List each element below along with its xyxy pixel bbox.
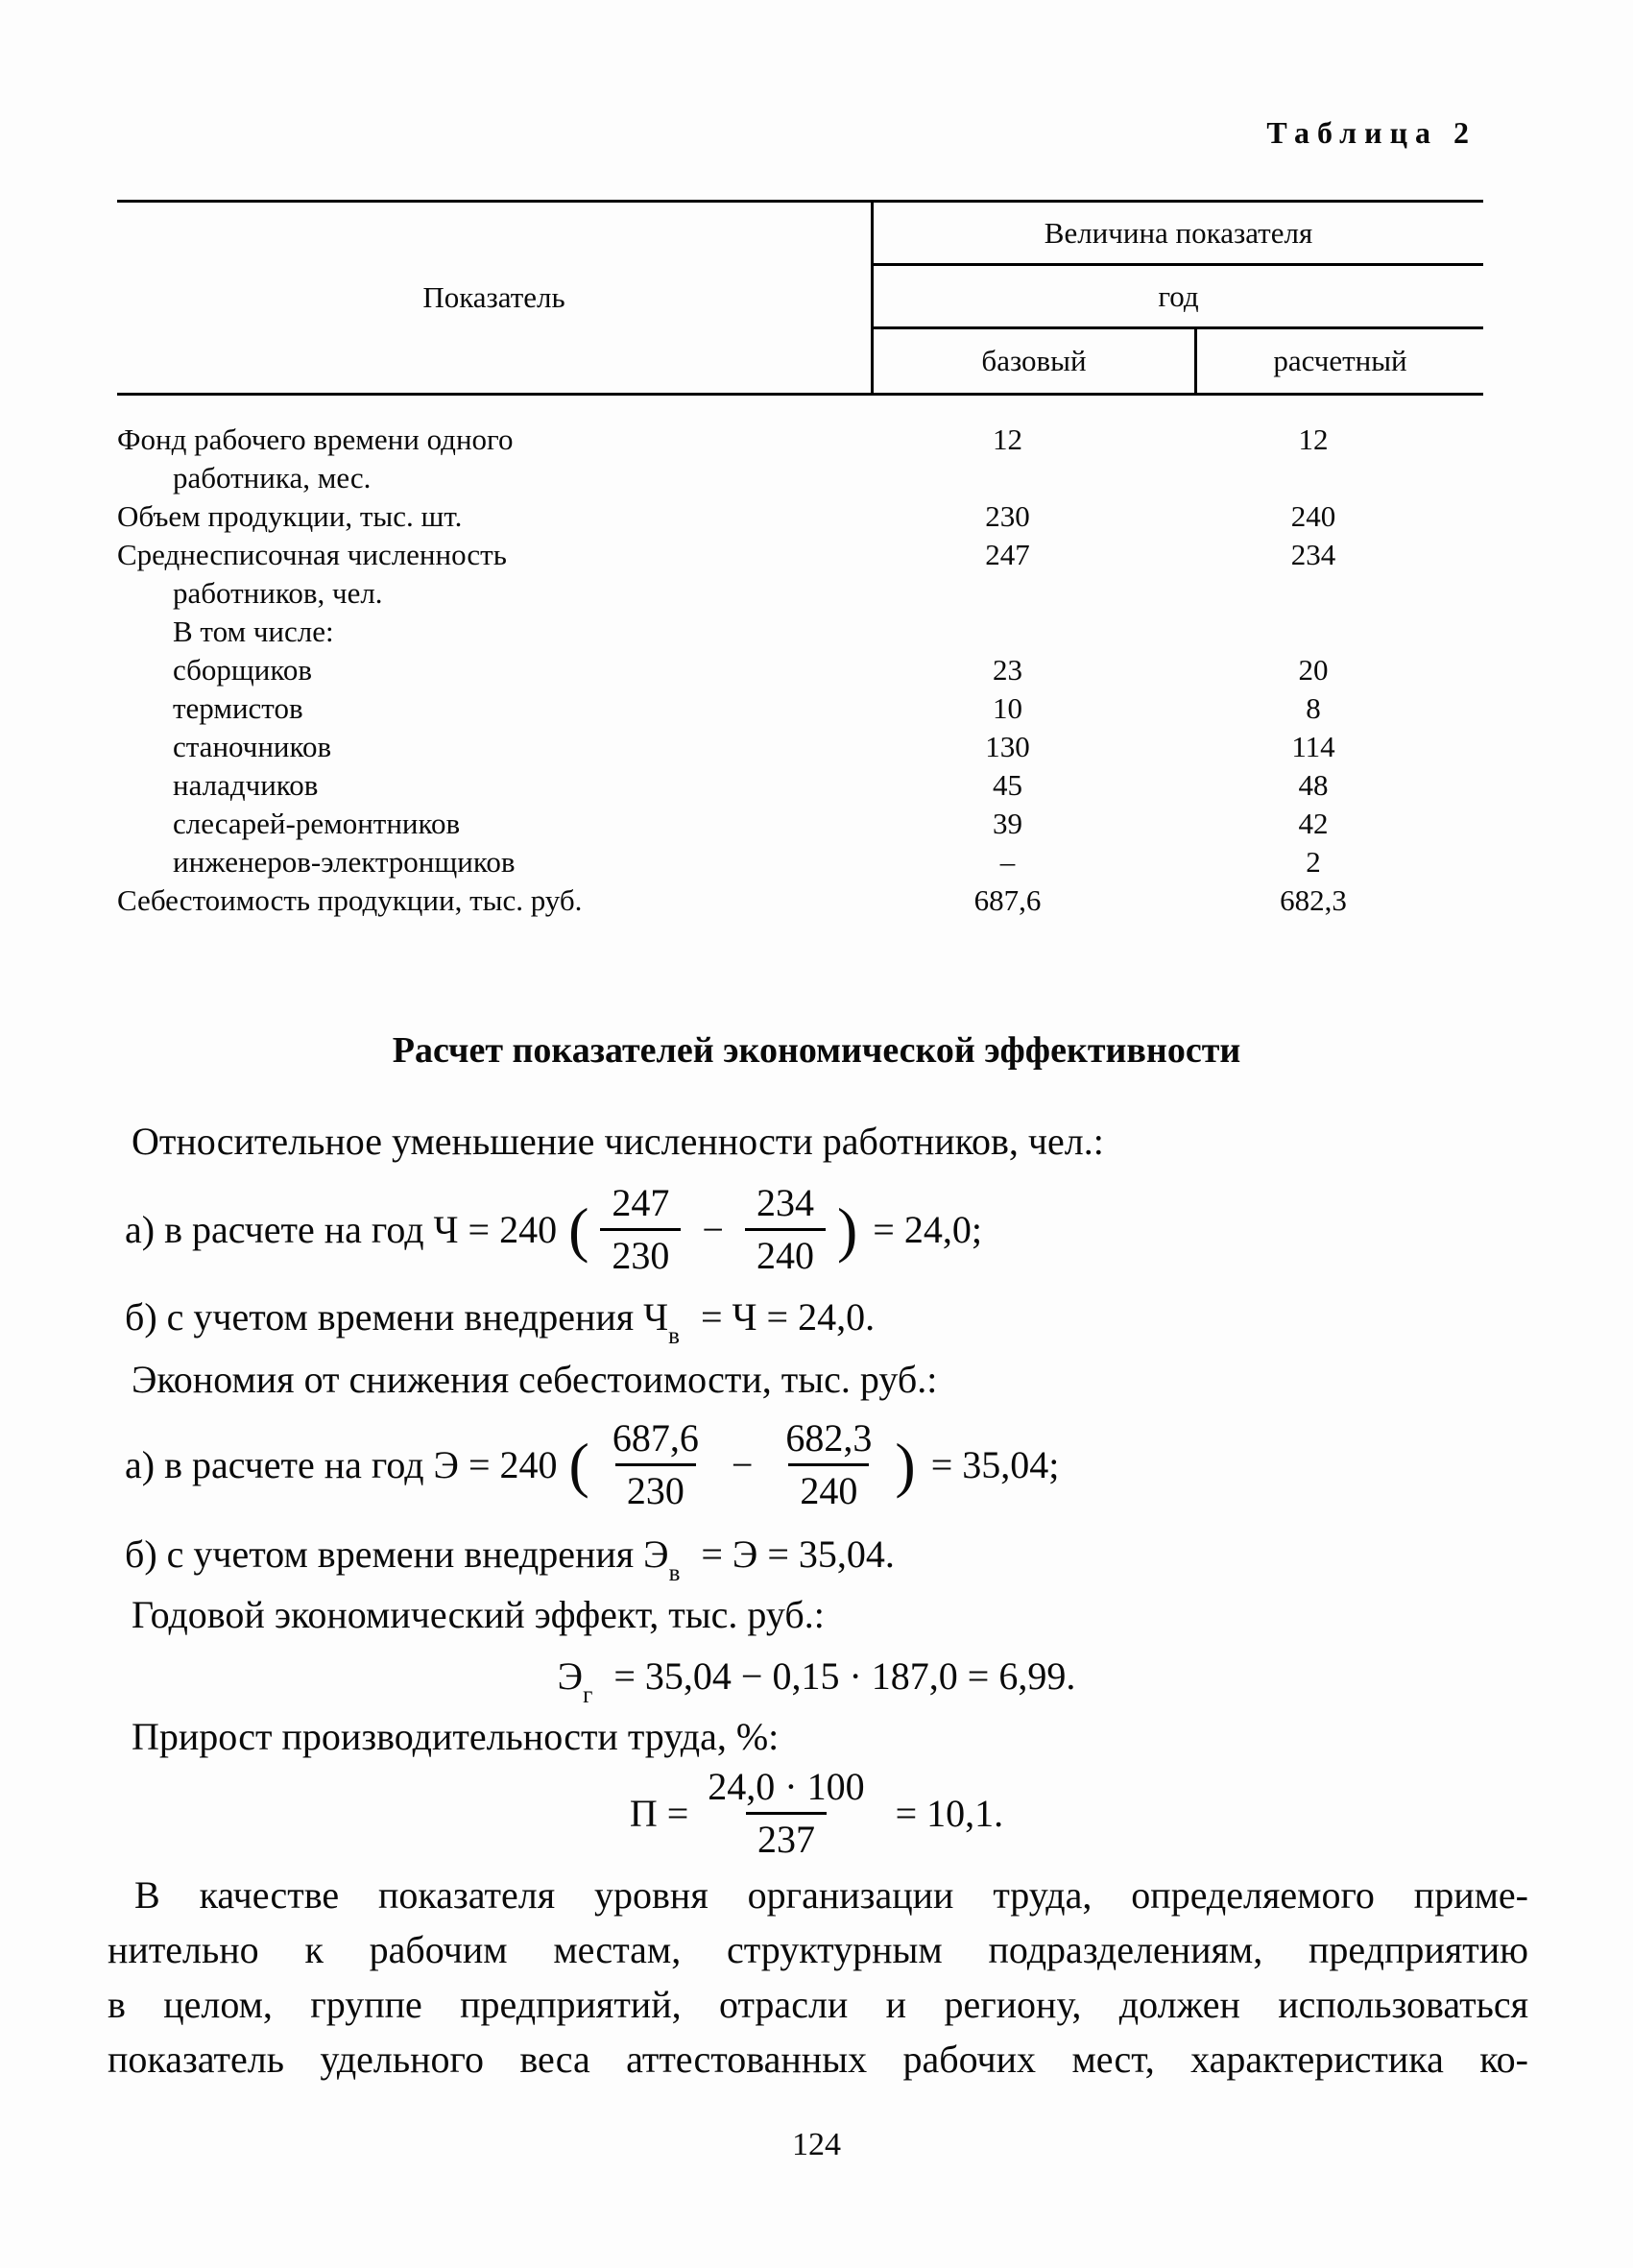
calc-value: 42 [1298,807,1329,840]
productivity-formula [0,1765,1633,1862]
table-row [117,689,1483,728]
row-label: Себестоимость продукции, тыс. руб. [117,883,583,917]
row-label: Фонд рабочего времени одного [117,422,514,456]
calc-value: 2 [1306,845,1321,879]
table-row [117,574,1483,613]
fraction-numerator: 24,0 · 100 [708,1765,865,1808]
fraction [600,1181,681,1278]
productivity-intro: Прирост производительности труда, %: [132,1715,780,1758]
base-value: 10 [993,691,1022,725]
row-label: работников, чел. [173,576,383,610]
table-row [117,881,1483,920]
formula-symbol: Э [557,1654,584,1698]
calc2-intro: Экономия от снижения себестоимости, тыс. руб.: [132,1358,938,1401]
header-cell-calc-year: расчетный [1273,344,1407,377]
fraction [745,1181,826,1278]
formula-text: б) с учетом времени внедрения Ч [125,1295,669,1339]
formula-result: = 35,04 − 0,15 · 187,0 = 6,99. [613,1654,1076,1698]
fraction [696,1765,876,1862]
calc1-formula-a [125,1181,982,1278]
indicators-table [117,200,1483,920]
formula-result: = 35,04; [930,1443,1060,1486]
fraction-numerator: 234 [756,1181,814,1224]
calc-value: 114 [1291,730,1335,763]
row-label: В том числе: [173,615,334,648]
calc2-formula-b [125,1532,895,1586]
formula-result: = 24,0; [873,1208,982,1251]
row-label: наладчиков [173,768,319,802]
section-heading: Расчет показателей экономической эффективности [392,1030,1241,1071]
base-value: 130 [985,730,1030,763]
row-label: Объем продукции, тыс. шт. [117,499,463,533]
formula-prefix: П = [629,1792,689,1835]
formula-result: = Э = 35,04. [701,1532,895,1576]
formula-text: б) с учетом времени внедрения Э [125,1532,669,1576]
fraction-numerator: 247 [612,1181,670,1224]
base-value: 230 [985,499,1030,533]
table-row [117,459,1483,497]
calc-value: 12 [1298,422,1329,456]
base-value: 39 [993,807,1022,840]
table-row [117,613,1483,651]
fraction [601,1416,710,1513]
paragraph-line: В качестве показателя уровня организации труда, определяемого приме- [134,1873,1528,1917]
body-paragraph [108,1868,1528,2087]
calc-value: 234 [1290,538,1336,571]
close-paren: ) [895,1430,916,1499]
table-row [117,728,1483,766]
row-label: термистов [173,691,303,725]
calc-value: 8 [1306,691,1321,725]
table-row [117,421,1483,459]
header-cell-year: год [874,266,1483,329]
formula-prefix: а) в расчете на год Э = 240 [125,1443,558,1486]
fraction-denominator: 237 [746,1812,827,1862]
table-row [117,536,1483,574]
row-label: сборщиков [173,653,312,687]
row-label: инженеров-электронщиков [173,845,516,879]
base-value: 23 [993,653,1022,687]
fraction-denominator: 230 [615,1463,696,1513]
fraction-numerator: 682,3 [785,1416,873,1460]
formula-result: = 10,1. [895,1792,1004,1835]
subscript: в [668,1560,681,1586]
open-paren: ( [568,1194,589,1264]
minus-sign: − [731,1443,754,1486]
table-body [117,396,1483,920]
calc1-formula-b [125,1294,876,1349]
subscript: в [668,1323,680,1349]
formula-result: = Ч = 24,0. [700,1295,876,1339]
table-header [117,200,1483,396]
header-value-group [874,203,1483,393]
table-row [117,497,1483,536]
base-value: 45 [993,768,1022,802]
row-label: станочников [173,730,332,763]
minus-sign: − [702,1208,724,1251]
header-subcolumns [874,329,1483,393]
subscript: г [583,1682,593,1708]
base-value: 247 [985,538,1030,571]
open-paren: ( [568,1430,589,1499]
fraction-denominator: 240 [745,1228,826,1278]
table-row [117,766,1483,805]
formula-prefix: а) в расчете на год Ч = 240 [125,1208,558,1251]
calc-value: 20 [1298,653,1329,687]
paragraph-line: показатель удельного веса аттестованных рабочих мест, характеристика ко- [108,2038,1528,2081]
fraction-denominator: 240 [788,1463,869,1513]
fraction-denominator: 230 [600,1228,681,1278]
calc-value: 48 [1298,768,1329,802]
paragraph-line: нительно к рабочим местам, структурным подразделениям, предприятию [108,1928,1528,1971]
calc2-formula-a [125,1416,1059,1513]
row-label: Среднесписочная численность [117,538,507,571]
header-cell-base-year: базовый [874,329,1197,393]
calc-value: 240 [1290,499,1336,533]
table-row [117,651,1483,689]
close-paren: ) [836,1194,858,1264]
row-label: слесарей-ремонтников [173,807,461,840]
base-value: 687,6 [973,883,1042,917]
base-value: 12 [993,422,1022,456]
header-cell-value: Величина показателя [874,203,1483,266]
fraction-numerator: 687,6 [612,1416,699,1460]
page-number: 124 [792,2127,841,2162]
table-row [117,843,1483,881]
table-row [117,805,1483,843]
row-label: работника, мес. [173,461,372,495]
header-cell-indicator: Показатель [117,203,874,393]
fraction [774,1416,883,1513]
base-value: – [999,845,1016,879]
calc-value: 682,3 [1280,883,1347,917]
effect-intro: Годовой экономический эффект, тыс. руб.: [132,1593,825,1636]
effect-formula [0,1653,1633,1708]
paragraph-line: в целом, группе предприятий, отрасли и региону, должен использоваться [108,1983,1528,2026]
calc1-intro: Относительное уменьшение численности работников, чел.: [132,1120,1104,1163]
table-caption: Таблица 2 [1266,115,1477,150]
